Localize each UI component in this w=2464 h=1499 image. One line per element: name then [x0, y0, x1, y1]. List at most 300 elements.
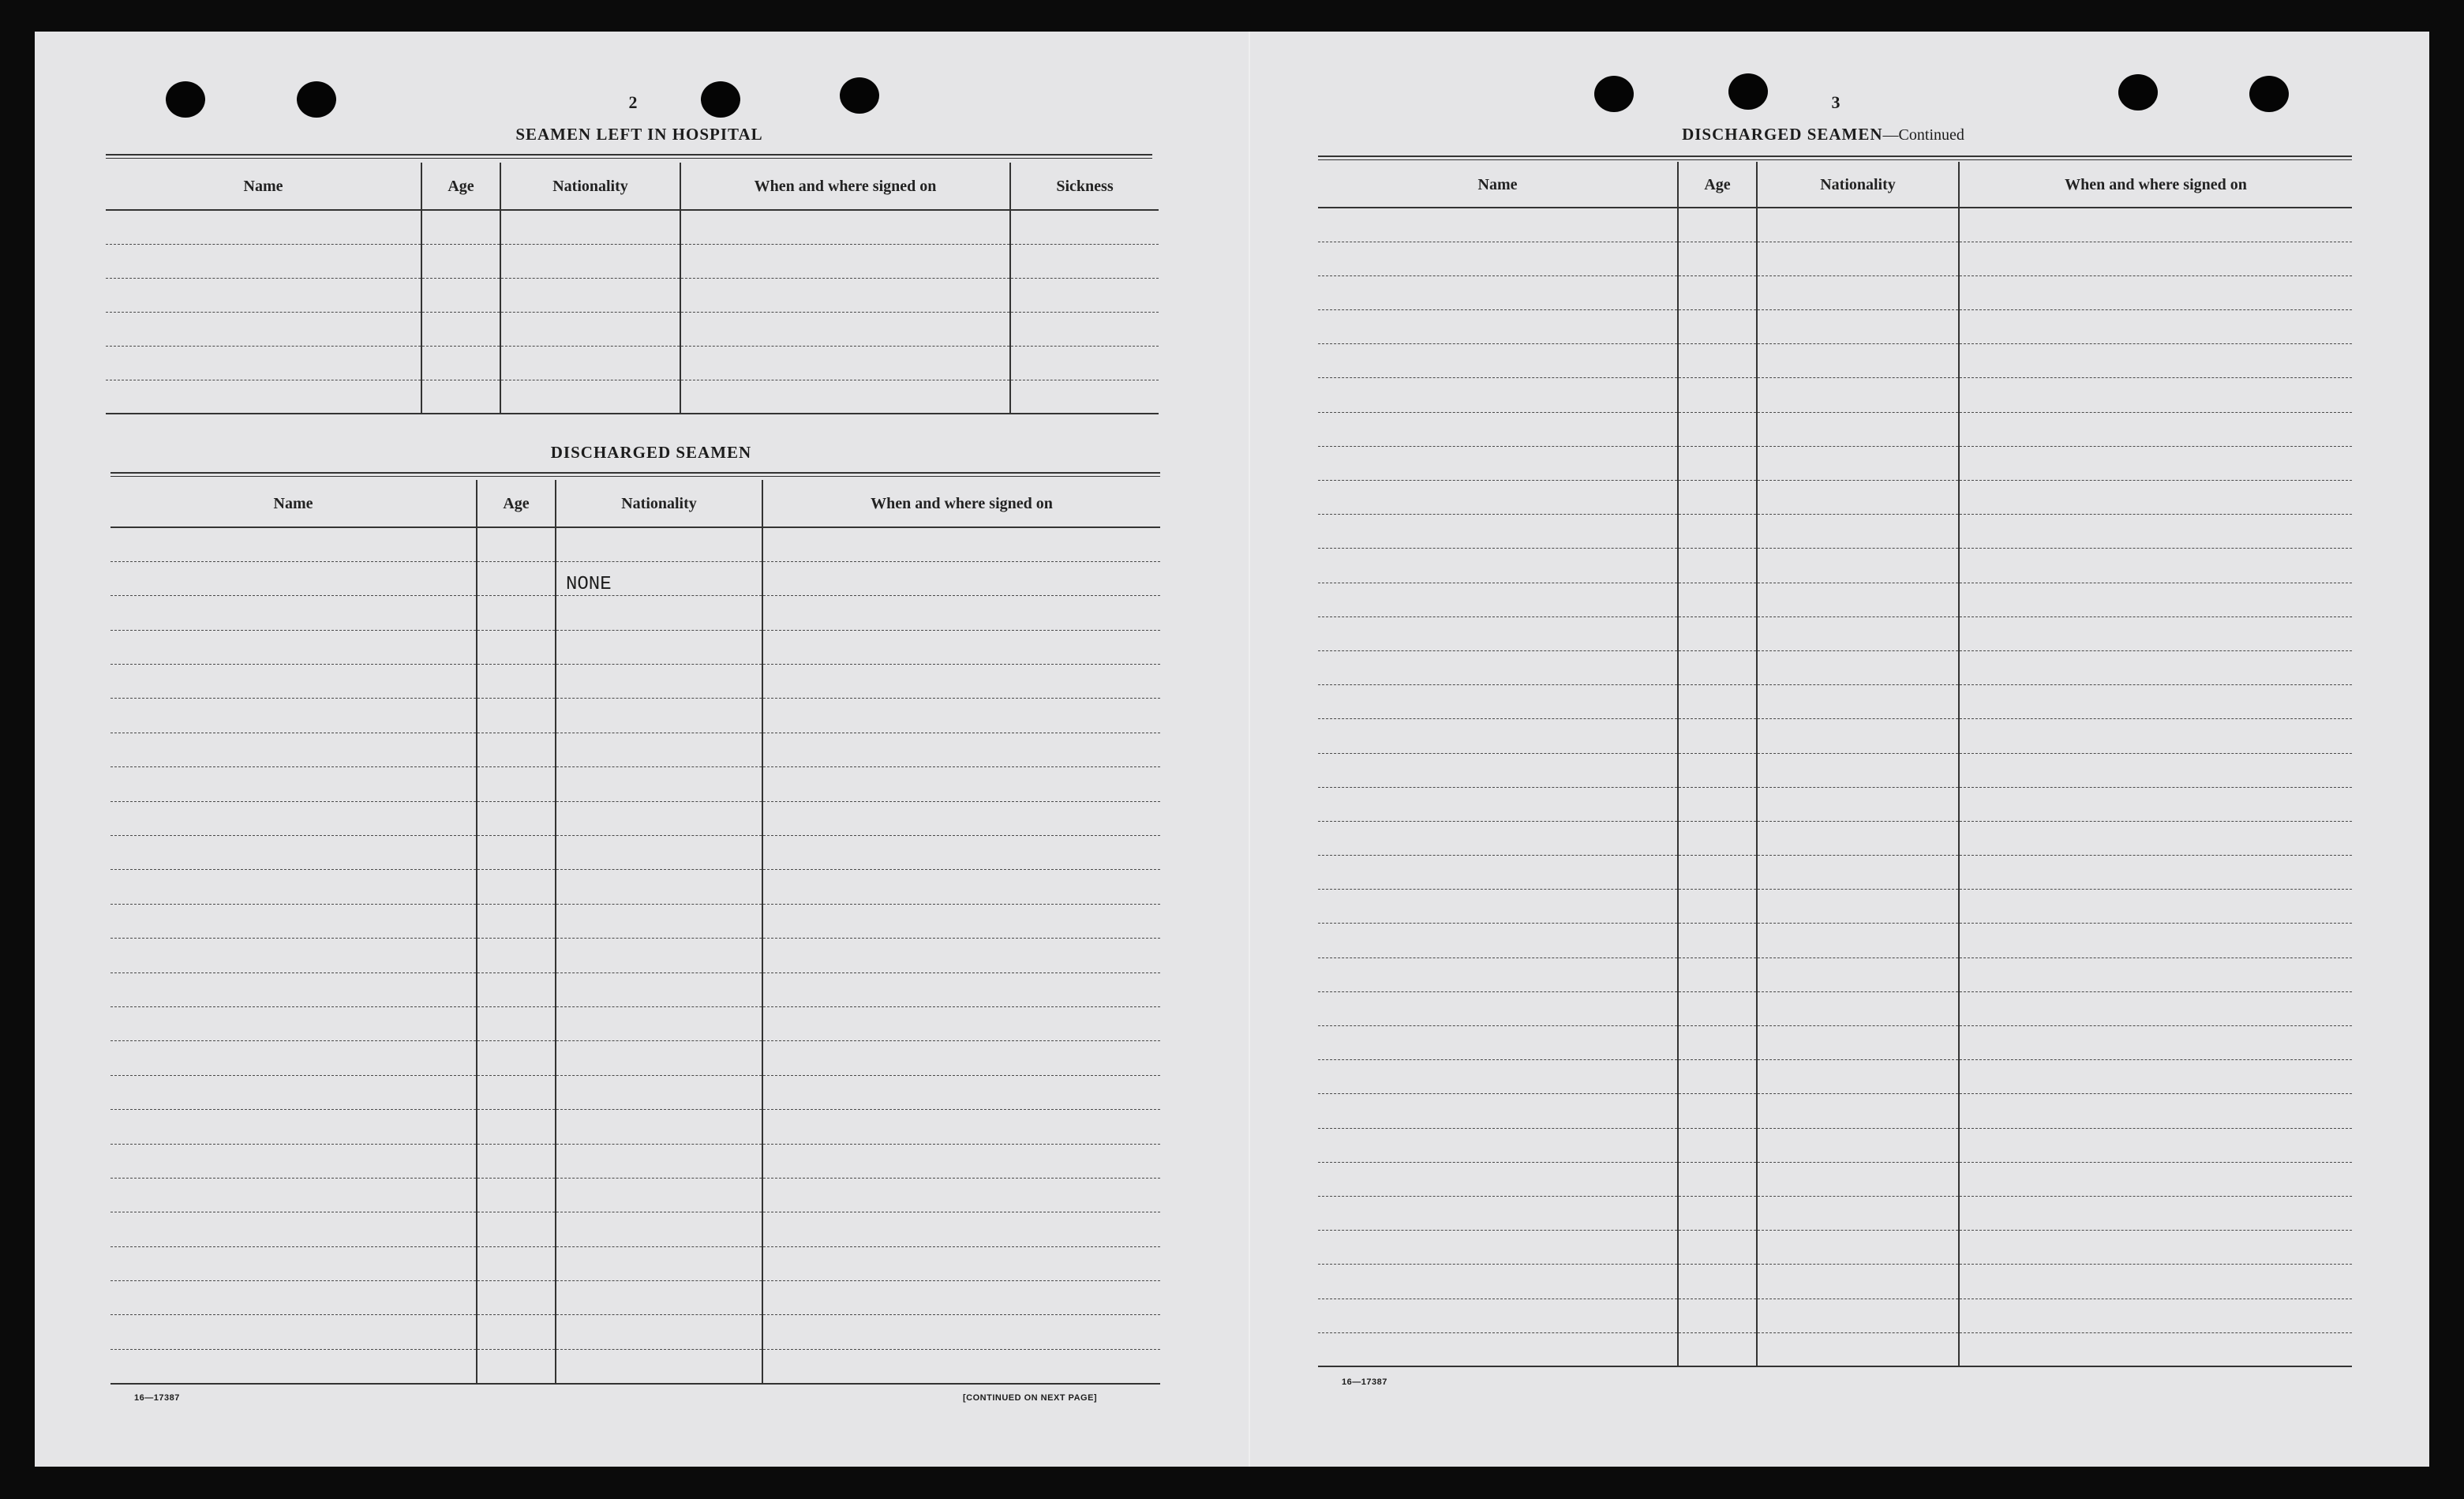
table-row	[1318, 412, 2352, 446]
table-cell	[1318, 208, 1678, 242]
table-cell	[477, 836, 556, 870]
table-cell	[1959, 412, 2352, 446]
table-cell	[421, 380, 500, 414]
table-cell	[110, 733, 477, 766]
table-row	[1318, 616, 2352, 650]
table-cell	[556, 1110, 762, 1144]
table-cell	[1757, 1231, 1959, 1265]
table-cell	[1318, 344, 1678, 378]
table-cell	[110, 1110, 477, 1144]
table-row	[1318, 310, 2352, 344]
table-cell	[1318, 481, 1678, 515]
table-cell	[110, 665, 477, 699]
discharged-col-header: Name	[110, 480, 477, 527]
table-row	[1318, 719, 2352, 753]
table-cell	[1318, 1060, 1678, 1094]
table-cell	[1678, 208, 1757, 242]
table-cell	[110, 1349, 477, 1383]
hospital-section-title: SEAMEN LEFT IN HOSPITAL	[515, 125, 763, 144]
table-cell	[1678, 515, 1757, 549]
table-cell	[1678, 583, 1757, 616]
discharged-col-header: Age	[477, 480, 556, 527]
table-row	[1318, 650, 2352, 684]
table-cell	[1959, 856, 2352, 890]
table-cell	[110, 561, 477, 595]
table-cell	[1318, 991, 1678, 1025]
table-cell	[1757, 650, 1959, 684]
table-cell	[1959, 685, 2352, 719]
table-cell	[556, 1315, 762, 1349]
table-row	[110, 1349, 1160, 1383]
table-row	[1318, 1332, 2352, 1366]
table-cell	[477, 561, 556, 595]
discharged-col-header: When and where signed on	[762, 480, 1160, 527]
table-cell	[1757, 446, 1959, 480]
table-cell	[556, 733, 762, 766]
table-cell	[106, 312, 421, 346]
table-cell	[556, 665, 762, 699]
table-cell	[1757, 991, 1959, 1025]
table-cell	[1959, 275, 2352, 309]
table-cell	[1757, 787, 1959, 821]
table-row	[110, 699, 1160, 733]
table-cell	[477, 1006, 556, 1040]
table-cell	[556, 1281, 762, 1315]
table-cell	[110, 1075, 477, 1109]
table-row	[1318, 787, 2352, 821]
table-cell	[1678, 412, 1757, 446]
table-cell	[1318, 1162, 1678, 1196]
table-cell	[110, 1144, 477, 1178]
table-cell	[1757, 616, 1959, 650]
continued-note: [CONTINUED ON NEXT PAGE]	[963, 1393, 1098, 1403]
table-cell	[1678, 378, 1757, 412]
discharged-continued-table	[1318, 162, 2352, 1367]
punch-hole	[2118, 74, 2158, 111]
table-cell	[1318, 890, 1678, 924]
table-cell	[762, 1178, 1160, 1212]
table-cell	[477, 1212, 556, 1246]
table-cell	[1678, 616, 1757, 650]
table-cell	[421, 210, 500, 244]
table-cell	[1010, 346, 1159, 380]
table-cell	[1318, 1026, 1678, 1060]
table-cell	[1757, 378, 1959, 412]
table-cell	[556, 1246, 762, 1280]
table-cell	[1318, 1332, 1678, 1366]
table-cell	[556, 1041, 762, 1075]
table-cell	[556, 870, 762, 904]
table-cell	[680, 380, 1010, 414]
table-cell	[1318, 1299, 1678, 1332]
table-row	[110, 1281, 1160, 1315]
table-cell	[556, 972, 762, 1006]
table-cell	[1318, 957, 1678, 991]
table-row	[110, 1041, 1160, 1075]
table-cell	[110, 1006, 477, 1040]
table-cell	[1678, 787, 1757, 821]
table-cell	[1318, 1265, 1678, 1299]
table-cell	[110, 1281, 477, 1315]
table-cell	[1959, 515, 2352, 549]
table-cell	[1010, 380, 1159, 414]
table-cell	[1757, 719, 1959, 753]
table-cell	[1318, 821, 1678, 855]
table-cell	[762, 1144, 1160, 1178]
table-cell	[762, 870, 1160, 904]
table-cell	[477, 1144, 556, 1178]
table-cell	[1959, 924, 2352, 957]
table-cell	[1959, 1299, 2352, 1332]
continued-col-header: Age	[1678, 162, 1757, 208]
table-row	[110, 1006, 1160, 1040]
table-row	[1318, 991, 2352, 1025]
table-cell	[106, 380, 421, 414]
table-cell	[762, 836, 1160, 870]
table-cell	[1959, 890, 2352, 924]
punch-hole	[166, 81, 205, 118]
hospital-col-header: Age	[421, 163, 500, 210]
discharged-top-rule	[110, 472, 1160, 477]
table-cell	[1318, 583, 1678, 616]
table-cell	[1959, 378, 2352, 412]
table-cell	[477, 1075, 556, 1109]
continued-col-header: Name	[1318, 162, 1678, 208]
table-cell	[1757, 1332, 1959, 1366]
table-cell	[106, 210, 421, 244]
table-cell	[1757, 1162, 1959, 1196]
page-fold	[1249, 32, 1250, 1467]
table-cell	[1757, 1299, 1959, 1332]
table-row	[110, 904, 1160, 938]
table-cell	[1010, 312, 1159, 346]
table-cell	[556, 596, 762, 630]
table-row	[1318, 957, 2352, 991]
table-cell	[556, 1349, 762, 1383]
table-cell	[106, 278, 421, 312]
table-row	[110, 561, 1160, 595]
table-cell	[1318, 924, 1678, 957]
table-row	[1318, 821, 2352, 855]
table-cell	[1318, 378, 1678, 412]
table-row	[1318, 1094, 2352, 1128]
table-row	[106, 244, 1159, 278]
table-row	[1318, 208, 2352, 242]
table-row	[1318, 1060, 2352, 1094]
table-cell	[1318, 515, 1678, 549]
table-cell	[1318, 1231, 1678, 1265]
discharged-col-header: Nationality	[556, 480, 762, 527]
table-cell	[762, 630, 1160, 664]
table-cell	[680, 346, 1010, 380]
table-cell	[421, 346, 500, 380]
table-row	[110, 972, 1160, 1006]
table-cell	[762, 972, 1160, 1006]
table-cell	[762, 1281, 1160, 1315]
table-row	[1318, 515, 2352, 549]
table-cell	[1678, 821, 1757, 855]
table-cell	[1318, 446, 1678, 480]
table-row	[1318, 1299, 2352, 1332]
table-cell	[477, 904, 556, 938]
table-row	[1318, 275, 2352, 309]
table-cell	[1959, 1128, 2352, 1162]
table-cell	[1010, 210, 1159, 244]
table-cell	[477, 801, 556, 835]
table-row	[106, 278, 1159, 312]
table-row	[1318, 242, 2352, 275]
table-cell	[1678, 650, 1757, 684]
discharged-section-title: DISCHARGED SEAMEN	[550, 443, 752, 462]
table-cell	[421, 244, 500, 278]
table-row	[110, 1144, 1160, 1178]
table-cell	[1959, 208, 2352, 242]
table-cell	[1678, 1128, 1757, 1162]
continued-col-header: When and where signed on	[1959, 162, 2352, 208]
table-cell	[1318, 242, 1678, 275]
table-row	[1318, 378, 2352, 412]
table-cell	[477, 596, 556, 630]
table-cell	[762, 561, 1160, 595]
table-cell	[477, 733, 556, 766]
form-number-right: 16—17387	[1342, 1377, 1387, 1387]
table-cell	[477, 1041, 556, 1075]
form-number-left: 16—17387	[134, 1393, 180, 1403]
table-cell	[1959, 1265, 2352, 1299]
table-cell	[1678, 1026, 1757, 1060]
continued-col-header: Nationality	[1757, 162, 1959, 208]
table-row	[106, 346, 1159, 380]
table-cell	[1959, 616, 2352, 650]
table-cell	[1318, 650, 1678, 684]
table-cell	[1757, 856, 1959, 890]
table-cell	[106, 244, 421, 278]
table-cell	[1959, 787, 2352, 821]
table-cell	[1757, 242, 1959, 275]
table-cell	[1959, 821, 2352, 855]
table-cell	[762, 665, 1160, 699]
table-cell	[1318, 685, 1678, 719]
table-cell	[106, 346, 421, 380]
table-cell	[1678, 1196, 1757, 1230]
table-cell	[477, 1246, 556, 1280]
table-cell	[1678, 481, 1757, 515]
table-cell	[1757, 481, 1959, 515]
table-cell	[556, 767, 762, 801]
table-cell	[1757, 924, 1959, 957]
table-cell	[1318, 753, 1678, 787]
table-cell	[110, 699, 477, 733]
table-row	[1318, 753, 2352, 787]
table-row	[106, 210, 1159, 244]
table-cell	[1757, 412, 1959, 446]
table-cell	[556, 1006, 762, 1040]
table-cell	[421, 312, 500, 346]
table-cell	[477, 1281, 556, 1315]
table-cell	[1959, 753, 2352, 787]
table-cell	[110, 767, 477, 801]
table-cell	[110, 870, 477, 904]
table-cell	[1678, 1060, 1757, 1094]
table-cell	[556, 836, 762, 870]
table-cell	[556, 904, 762, 938]
table-cell	[762, 1006, 1160, 1040]
table-cell	[477, 767, 556, 801]
table-row	[1318, 1231, 2352, 1265]
table-cell	[1959, 1094, 2352, 1128]
table-cell	[1010, 244, 1159, 278]
table-cell	[1959, 1060, 2352, 1094]
table-row	[1318, 1162, 2352, 1196]
table-cell	[1678, 991, 1757, 1025]
table-cell	[500, 278, 680, 312]
table-cell	[1959, 1026, 2352, 1060]
table-cell	[762, 1041, 1160, 1075]
table-cell	[1757, 753, 1959, 787]
table-cell	[762, 1349, 1160, 1383]
table-cell	[477, 630, 556, 664]
table-cell	[1959, 991, 2352, 1025]
table-cell	[1678, 1332, 1757, 1366]
table-cell	[1757, 890, 1959, 924]
table-cell	[1959, 549, 2352, 583]
table-row	[110, 630, 1160, 664]
hospital-top-rule	[106, 154, 1152, 159]
table-cell	[477, 972, 556, 1006]
page-number-left: 2	[628, 92, 638, 112]
table-cell	[500, 312, 680, 346]
table-row	[110, 1178, 1160, 1212]
table-cell	[1678, 1265, 1757, 1299]
table-row	[1318, 685, 2352, 719]
table-row	[110, 801, 1160, 835]
table-row	[110, 527, 1160, 561]
table-cell	[762, 596, 1160, 630]
table-cell	[1757, 1094, 1959, 1128]
table-cell	[762, 733, 1160, 766]
table-cell	[1678, 753, 1757, 787]
table-row	[1318, 1026, 2352, 1060]
table-row	[1318, 446, 2352, 480]
table-cell	[110, 1246, 477, 1280]
table-cell	[1757, 515, 1959, 549]
table-row	[110, 836, 1160, 870]
table-cell	[680, 244, 1010, 278]
table-cell	[1678, 275, 1757, 309]
table-row	[1318, 1128, 2352, 1162]
table-cell	[1318, 275, 1678, 309]
hospital-col-header: Sickness	[1010, 163, 1159, 210]
punch-hole	[840, 77, 879, 114]
table-cell	[1757, 549, 1959, 583]
hospital-table	[106, 163, 1159, 414]
table-cell	[477, 699, 556, 733]
table-cell	[762, 1246, 1160, 1280]
table-cell: NONE	[556, 561, 762, 595]
table-cell	[110, 1041, 477, 1075]
table-row	[110, 733, 1160, 766]
table-cell	[556, 1212, 762, 1246]
punch-hole	[297, 81, 336, 118]
table-cell	[477, 939, 556, 972]
table-cell	[762, 1075, 1160, 1109]
table-cell	[110, 939, 477, 972]
table-cell	[477, 1178, 556, 1212]
table-cell	[1959, 446, 2352, 480]
table-cell	[1959, 1162, 2352, 1196]
table-cell	[1757, 344, 1959, 378]
table-cell	[680, 278, 1010, 312]
table-cell	[1678, 1299, 1757, 1332]
table-cell	[762, 1315, 1160, 1349]
table-cell	[1959, 481, 2352, 515]
table-row	[1318, 1196, 2352, 1230]
table-row	[110, 596, 1160, 630]
table-cell	[477, 1349, 556, 1383]
table-cell	[1678, 957, 1757, 991]
table-cell	[1318, 616, 1678, 650]
table-row	[1318, 481, 2352, 515]
table-cell	[1757, 275, 1959, 309]
table-cell	[110, 836, 477, 870]
table-cell	[762, 527, 1160, 561]
table-cell	[500, 380, 680, 414]
table-cell	[1678, 344, 1757, 378]
discharged-continued-title-main: DISCHARGED SEAMEN	[1682, 125, 1883, 144]
hospital-col-header: Nationality	[500, 163, 680, 210]
table-cell	[556, 1075, 762, 1109]
table-cell	[1678, 446, 1757, 480]
table-cell	[1959, 344, 2352, 378]
table-cell	[110, 596, 477, 630]
table-row	[1318, 583, 2352, 616]
table-cell	[1959, 310, 2352, 344]
table-cell	[1757, 1265, 1959, 1299]
table-cell	[1757, 1026, 1959, 1060]
table-cell	[1678, 856, 1757, 890]
table-cell	[1959, 650, 2352, 684]
table-cell	[762, 939, 1160, 972]
table-cell	[1678, 1162, 1757, 1196]
table-cell	[1678, 310, 1757, 344]
punch-hole	[701, 81, 740, 118]
table-cell	[1318, 412, 1678, 446]
table-cell	[1678, 890, 1757, 924]
table-cell	[680, 312, 1010, 346]
table-cell	[477, 665, 556, 699]
table-cell	[1318, 549, 1678, 583]
table-row	[110, 1110, 1160, 1144]
table-cell	[110, 801, 477, 835]
table-row	[1318, 856, 2352, 890]
table-cell	[1678, 1094, 1757, 1128]
table-cell	[110, 1315, 477, 1349]
table-cell	[556, 1178, 762, 1212]
table-cell	[556, 630, 762, 664]
table-cell	[1757, 1060, 1959, 1094]
table-cell	[477, 1315, 556, 1349]
table-cell	[1678, 242, 1757, 275]
table-cell	[1959, 1196, 2352, 1230]
table-row	[110, 870, 1160, 904]
table-row	[110, 1212, 1160, 1246]
table-cell	[1959, 1231, 2352, 1265]
table-cell	[1757, 1196, 1959, 1230]
table-cell	[556, 939, 762, 972]
table-cell	[1318, 719, 1678, 753]
table-cell	[477, 1110, 556, 1144]
table-cell	[556, 527, 762, 561]
